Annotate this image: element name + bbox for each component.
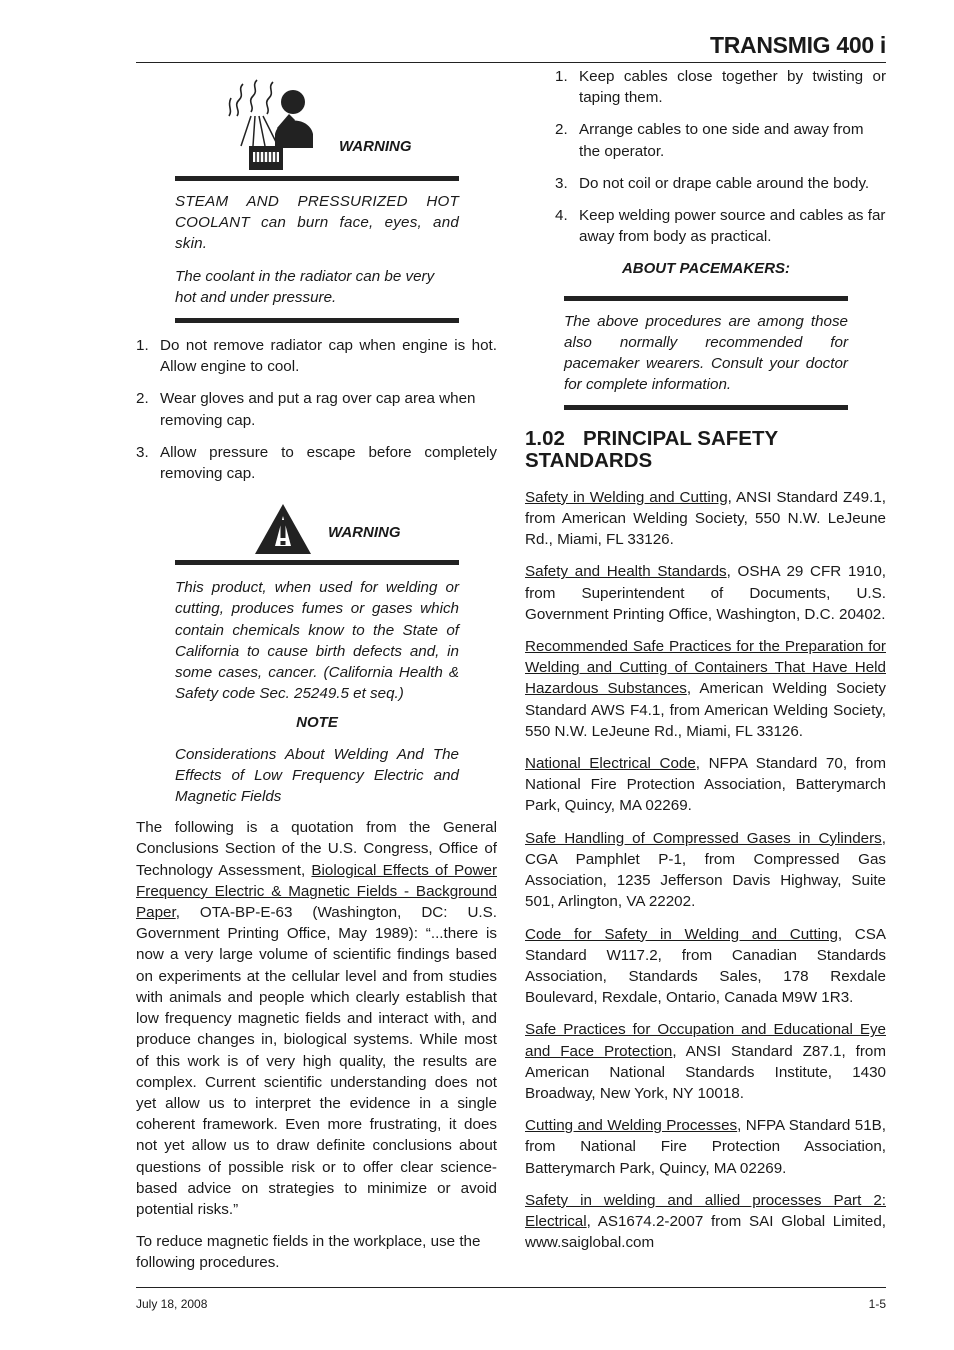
steam-burn-icon	[223, 76, 315, 174]
standard-details: , NFPA Standard 51B, from National Fire Protection Association, Batterymarch Park, Quincy, MA 02269.	[525, 1117, 886, 1177]
standard-title: Code for Safety in Welding and Cutting	[525, 925, 838, 943]
standard-details: , NFPA Standard 70, from National Fire Protection Association, Batterymarch Park, Quincy, MA 02269.	[525, 755, 886, 815]
list-number: 2.	[136, 390, 149, 408]
pacemakers-label: ABOUT PACEMAKERS:	[621, 260, 791, 278]
standard-entry	[525, 636, 886, 742]
standard-entry	[525, 1115, 886, 1179]
exclamation-triangle-icon	[253, 502, 313, 556]
standard-title: Safety and Health Standards	[525, 563, 727, 581]
list-number: 4.	[555, 207, 568, 225]
right-column	[525, 66, 886, 1264]
standard-entry	[525, 1019, 886, 1104]
standard-title: Safe Practices for Occupation and Educational Eye and Face Protection	[525, 1021, 886, 1060]
list-text: Wear gloves and put a rag over cap area when removing cap.	[160, 390, 476, 429]
quotation-intro: The following is a quotation from the General Conclusions Section of the U.S. Congress, Office of Technology Assessment,	[136, 819, 497, 879]
warning-label: WARNING	[339, 138, 412, 155]
cancer-warning-header	[175, 502, 459, 556]
steam-warning-text: STEAM AND PRESSURIZED HOT COOLANT can burn face, eyes, and skin.	[175, 193, 459, 253]
standard-details: , ANSI Standard Z87.1, from American National Standards Institute, 1430 Broadway, New York, NY 10018.	[525, 1042, 886, 1102]
standard-title: Safe Handling of Compressed Gases in Cylinders	[525, 829, 882, 847]
list-text: Keep cables close together by twisting or taping them.	[579, 68, 886, 107]
list-item	[136, 442, 497, 484]
section-heading	[525, 428, 886, 470]
list-item	[555, 173, 886, 194]
standard-title: Safety in Welding and Cutting	[525, 488, 728, 506]
standard-entry	[525, 561, 886, 625]
coolant-warning-text: The coolant in the radiator can be very hot and under pressure.	[175, 267, 435, 306]
left-column	[136, 66, 497, 1285]
list-text: Allow pressure to escape before completely removing cap.	[160, 443, 497, 483]
note-text: Considerations About Welding And The Effects of Low Frequency Electric and Magnetic Fields	[175, 745, 459, 806]
standard-details: , CGA Pamphlet P-1, from Compressed Gas Association, 1235 Jefferson Davis Highway, Suite 501, Arlington, VA 22202.	[525, 829, 886, 911]
standard-entry	[525, 924, 886, 1009]
standard-entry	[525, 1190, 886, 1254]
pacemaker-text: The above procedures are among those also normally recommended for pacemaker wearers. Consult your doctor for complete information.	[564, 312, 848, 394]
list-text: Arrange cables to one side and away from the operator.	[579, 121, 864, 160]
list-item	[555, 205, 886, 247]
footer-rule	[136, 1287, 886, 1288]
standard-details: , American Welding Society Standard AWS F4.1, from American Welding Society, 550 N.W. LeJeune Rd., Miami, FL 33126.	[525, 680, 886, 740]
list-text: Do not coil or drape cable around the body.	[579, 174, 870, 192]
standard-details: , AS1674.2-2007 from SAI Global Limited, www.saiglobal.com	[525, 1212, 886, 1252]
reduce-fields-paragraph: To reduce magnetic fields in the workplace, use the following procedures.	[136, 1233, 481, 1272]
list-text: Keep welding power source and cables as far away from body as practical.	[579, 207, 886, 246]
pacemaker-top-bar	[564, 296, 848, 301]
list-item	[555, 119, 886, 161]
standard-title: Safety in welding and allied processes Part 2: Electrical	[525, 1191, 886, 1230]
header-rule	[136, 62, 886, 63]
list-number: 2.	[555, 121, 568, 139]
standard-entry	[525, 487, 886, 551]
list-number: 3.	[555, 174, 568, 192]
list-number: 1.	[555, 68, 568, 85]
standard-title: Cutting and Welding Processes	[525, 1117, 738, 1135]
section-number: 1.02	[525, 427, 565, 451]
warning-top-bar	[175, 560, 459, 565]
quotation-body: , OTA-BP-E-63 (Washington, DC: U.S. Government Printing Office, May 1989): “...there is now a very large volume of scientific findings based on experiments at the cellular level and from studies with animals and people which clearly establish that low frequency magnetic fields and interact with, and produce changes in, biological systems. While most of this work is of very high quality, the results are complex. Current scientific understanding does not yet allow us to interpret the evidence in a single coherent framework. Even more frustrating, it does not yet allow us to draw definite conclusions about questions of possible risk or to offer clear science-based advice on strategies to minimize or avoid potential risks.”	[136, 904, 497, 1218]
magnetic-procedures-list	[555, 66, 886, 247]
quotation-paragraph	[136, 817, 497, 1220]
steam-warning-header	[175, 66, 459, 176]
standard-details: , CSA Standard W117.2, from Canadian Standards Association, Standards Sales, 178 Rexdale Boulevard, Rexdale, Ontario, Canada M9W 1R3.	[525, 925, 887, 1007]
warning-bottom-bar	[175, 318, 459, 323]
cancer-warning-text: This product, when used for welding or cutting, produces fumes or gases which contain chemicals know to the State of California to cause birth defects and, in some cases, cancer. (California Health & Safety code Sec. 25249.5 et seq.)	[175, 579, 459, 703]
note-label: NOTE	[296, 714, 338, 732]
pacemaker-box	[564, 258, 848, 410]
steam-warning-box	[175, 66, 459, 323]
document-title: TRANSMIG 400 i	[709, 32, 886, 58]
list-item	[136, 388, 497, 430]
section-title: PRINCIPAL SAFETY STANDARDS	[525, 427, 778, 472]
page-number: 1-5	[868, 1297, 886, 1311]
list-text: Do not remove radiator cap when engine is hot. Allow engine to cool.	[160, 337, 497, 376]
warning-label: WARNING	[328, 524, 401, 542]
list-number: 1.	[136, 337, 149, 355]
warning-top-bar	[175, 176, 459, 181]
standard-details: , OSHA 29 CFR 1910, from Superintendent of Documents, U.S. Government Printing Office, Washington, D.C. 20402.	[525, 563, 886, 623]
list-number: 3.	[136, 443, 149, 461]
standard-entry	[525, 828, 886, 913]
radiator-steps-list	[136, 335, 497, 484]
list-item	[555, 66, 886, 108]
pacemaker-bottom-bar	[564, 405, 848, 410]
standard-title: National Electrical Code	[525, 755, 696, 773]
standard-details: , ANSI Standard Z49.1, from American Welding Society, 550 N.W. LeJeune Rd., Miami, FL 33126.	[525, 488, 886, 549]
cancer-warning-box	[175, 502, 459, 807]
quoted-paper-title: Biological Effects of Power Frequency Electric & Magnetic Fields - Background Paper	[136, 861, 498, 922]
standard-title: Recommended Safe Practices for the Preparation for Welding and Cutting of Containers That Have Held Hazardous Substances	[525, 638, 886, 698]
standard-entry	[525, 753, 886, 817]
list-item	[136, 335, 497, 377]
footer-date: July 18, 2008	[136, 1297, 208, 1311]
